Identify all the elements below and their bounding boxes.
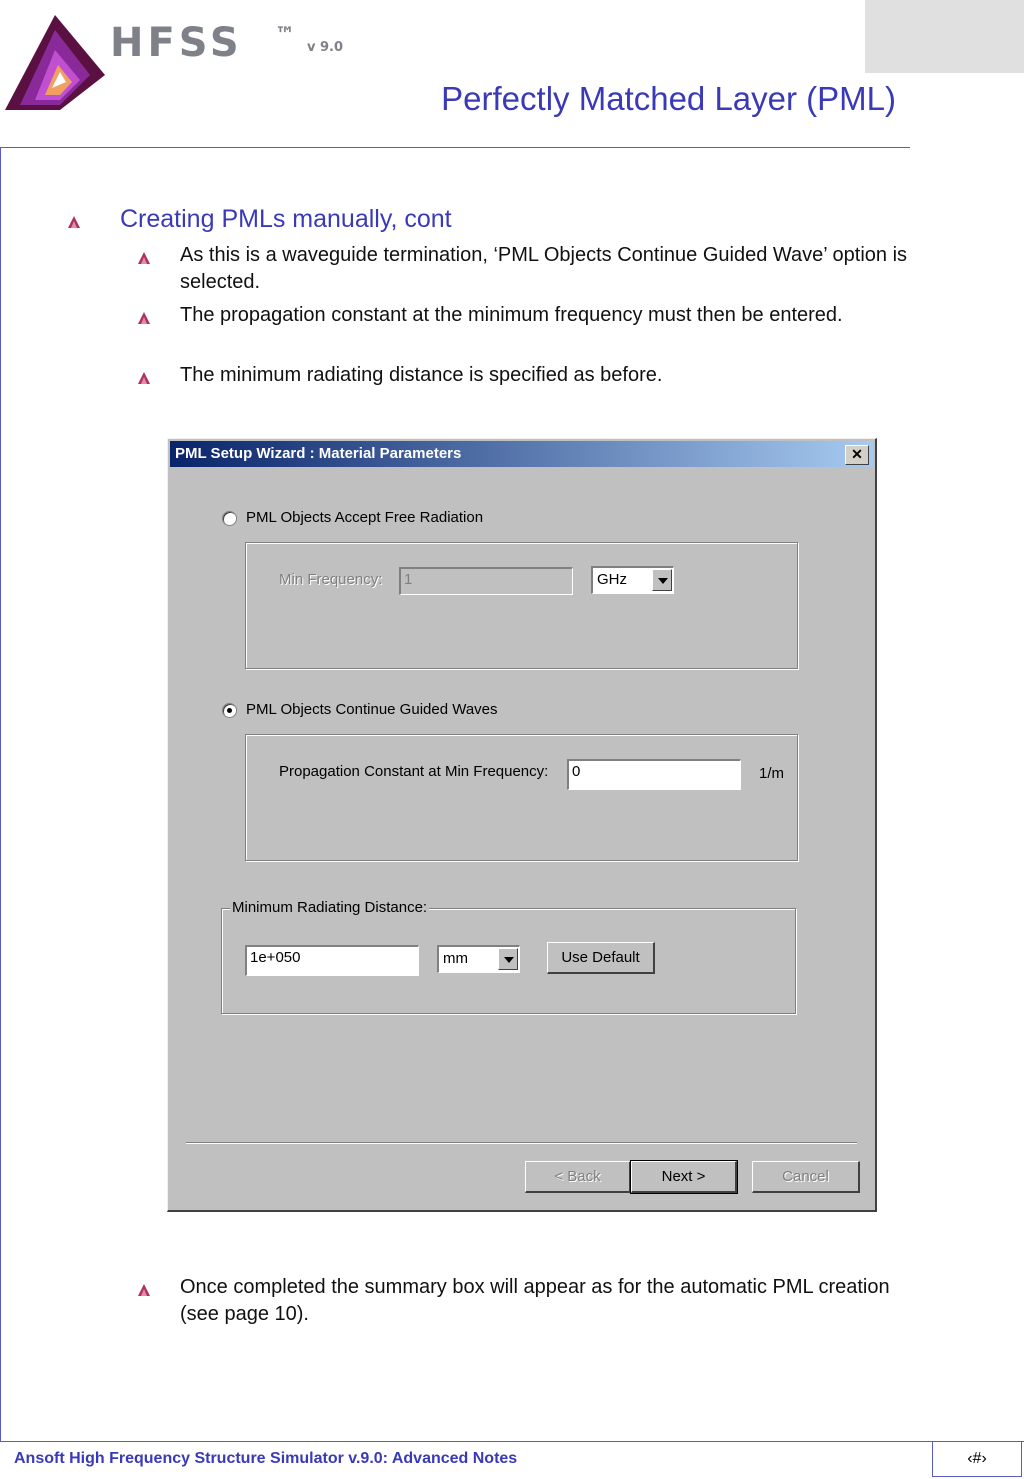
page-title: Perfectly Matched Layer (PML) (441, 80, 896, 117)
min-frequency-label: Min Frequency: (279, 571, 383, 588)
sub-bullet-icon (138, 252, 150, 264)
sub-bullet-icon (138, 1284, 150, 1296)
min-frequency-input[interactable]: 1 (399, 567, 573, 595)
footer-text: Ansoft High Frequency Structure Simulator v.9.0: Advanced Notes (14, 1450, 518, 1467)
radio-selected-dot (227, 708, 232, 713)
sub-bullet-icon (138, 372, 150, 384)
distance-unit-value: mm (443, 950, 468, 967)
button-separator (186, 1142, 857, 1144)
brand-version: v 9.0 (307, 40, 344, 55)
close-button[interactable]: ✕ (845, 445, 869, 465)
bullet-icon (68, 216, 80, 228)
bullet-text: The minimum radiating distance is specified as before. (180, 364, 663, 386)
hfss-logo-icon (0, 10, 110, 115)
radio-free-radiation-label[interactable]: PML Objects Accept Free Radiation (246, 509, 484, 526)
min-radiating-legend: Minimum Radiating Distance: (232, 899, 428, 916)
guided-waves-group (245, 734, 798, 861)
section-heading: Creating PMLs manually, cont (120, 205, 452, 233)
left-margin-rule (0, 147, 1, 1442)
bullet-text: As this is a waveguide termination, ‘PML Objects Continue Guided Wave’ option is selected. (180, 244, 908, 293)
radio-free-radiation[interactable] (222, 511, 237, 526)
distance-unit-select[interactable] (437, 945, 520, 973)
propagation-unit-label: 1/m (759, 765, 785, 782)
propagation-constant-label: Propagation Constant at Min Frequency: (279, 763, 549, 780)
header-divider (0, 147, 910, 148)
header-gray-panel (865, 0, 1024, 73)
dialog-title: PML Setup Wizard : Material Parameters (175, 445, 462, 462)
propagation-constant-input[interactable]: 0 (567, 759, 741, 790)
footer-divider (0, 1441, 1024, 1442)
radio-guided-waves[interactable] (222, 703, 237, 718)
use-default-button[interactable]: Use Default (547, 942, 655, 974)
chevron-down-icon[interactable] (652, 569, 672, 591)
trademark: ™ (275, 22, 295, 46)
frequency-unit-value: GHz (597, 571, 627, 588)
frequency-unit-select[interactable] (591, 566, 674, 594)
radio-guided-waves-label[interactable]: PML Objects Continue Guided Waves (246, 701, 498, 718)
cancel-button[interactable]: Cancel (752, 1161, 860, 1193)
bullet-text: Once completed the summary box will appear as for the automatic PML creation (see page 10). (180, 1276, 890, 1325)
free-radiation-group (245, 542, 798, 669)
sub-bullet-icon (138, 312, 150, 324)
back-button[interactable]: < Back (525, 1161, 631, 1193)
dialog-titlebar[interactable] (170, 441, 873, 467)
chevron-down-icon[interactable] (498, 948, 518, 970)
page-number: ‹#› (932, 1441, 1022, 1477)
min-radiating-input[interactable]: 1e+050 (245, 945, 419, 976)
bullet-text: The propagation constant at the minimum frequency must then be entered. (180, 304, 843, 326)
next-button[interactable]: Next > (631, 1161, 737, 1193)
pml-setup-dialog (167, 438, 877, 1212)
brand-name: HFSS (110, 20, 243, 66)
